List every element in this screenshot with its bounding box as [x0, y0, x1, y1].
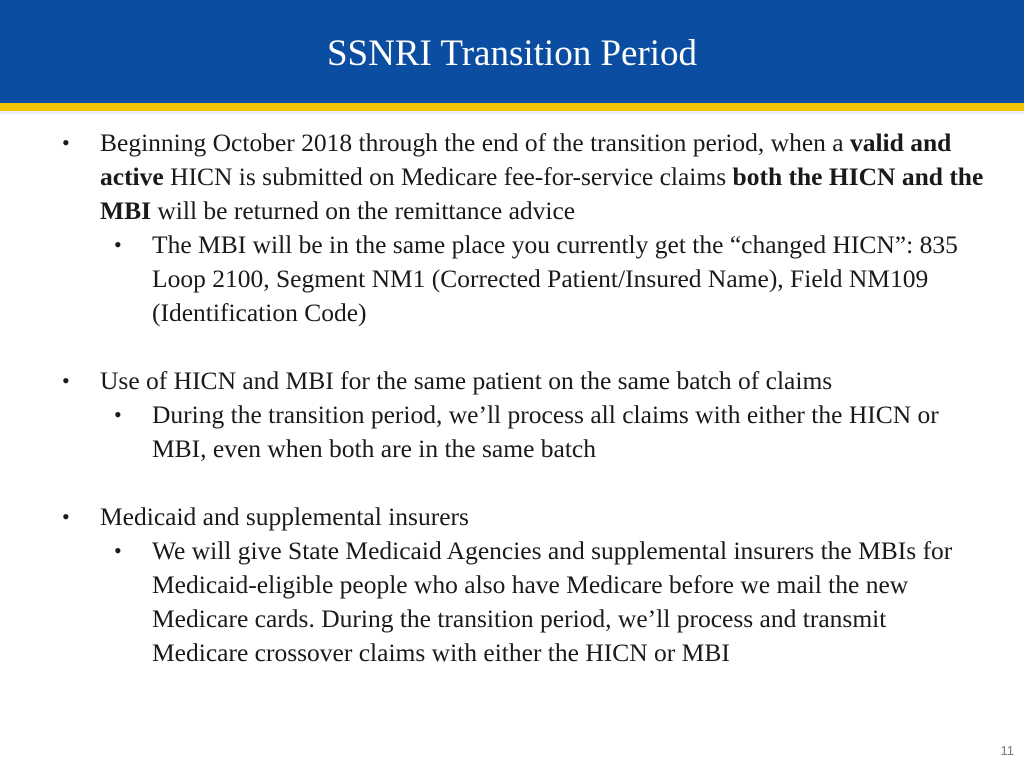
page-number: 11 — [1000, 743, 1014, 758]
bullet-spacer — [0, 330, 1024, 364]
bullet-item — [0, 364, 1024, 398]
header-accent-stripe — [0, 103, 1024, 111]
bullet-text: HICN is submitted on Medicare fee-for-service claims — [163, 162, 733, 191]
bullet-dot-icon: • — [62, 368, 70, 393]
slide-title: SSNRI Transition Period — [326, 33, 698, 74]
slide-body — [0, 126, 1024, 670]
bullet-text-bold: both the HICN and the MBI — [100, 162, 984, 225]
header-underline — [0, 111, 1024, 114]
bullet-spacer — [0, 466, 1024, 500]
sub-bullet-text: The MBI will be in the same place you currently get the “changed HICN”: 835 Loop 2100, Segment NM1 (Corrected Patient/Insured Name), Field NM109 (Identification Code) — [152, 230, 958, 327]
sub-bullet-dot-icon: • — [114, 538, 122, 563]
bullet-text-bold: valid and active — [100, 128, 952, 191]
sub-bullet-item — [0, 534, 1024, 670]
bullet-text: Use of HICN and MBI for the same patient on the same batch of claims — [100, 366, 833, 395]
sub-bullet-dot-icon: • — [114, 232, 122, 257]
bullet-dot-icon: • — [62, 504, 70, 529]
bullet-text: Beginning October 2018 through the end of the transition period, when a — [100, 128, 850, 157]
bullet-text: will be returned on the remittance advice — [151, 196, 576, 225]
sub-bullet-dot-icon: • — [114, 402, 122, 427]
bullet-text: Medicaid and supplemental insurers — [100, 502, 469, 531]
sub-bullet-text: We will give State Medicaid Agencies and supplemental insurers the MBIs for Medicaid-eligible people who also have Medicare before we mail the new Medicare cards. During the transition period, we’ll process and transmit Medicare crossover claims with either the HICN or MBI — [152, 536, 953, 667]
sub-bullet-text: During the transition period, we’ll process all claims with either the HICN or MBI, even when both are in the same batch — [152, 400, 939, 463]
sub-bullet-item — [0, 228, 1024, 330]
sub-bullet-item — [0, 398, 1024, 466]
bullet-dot-icon: • — [62, 130, 70, 155]
bullet-item — [0, 126, 1024, 228]
bullet-item — [0, 500, 1024, 534]
